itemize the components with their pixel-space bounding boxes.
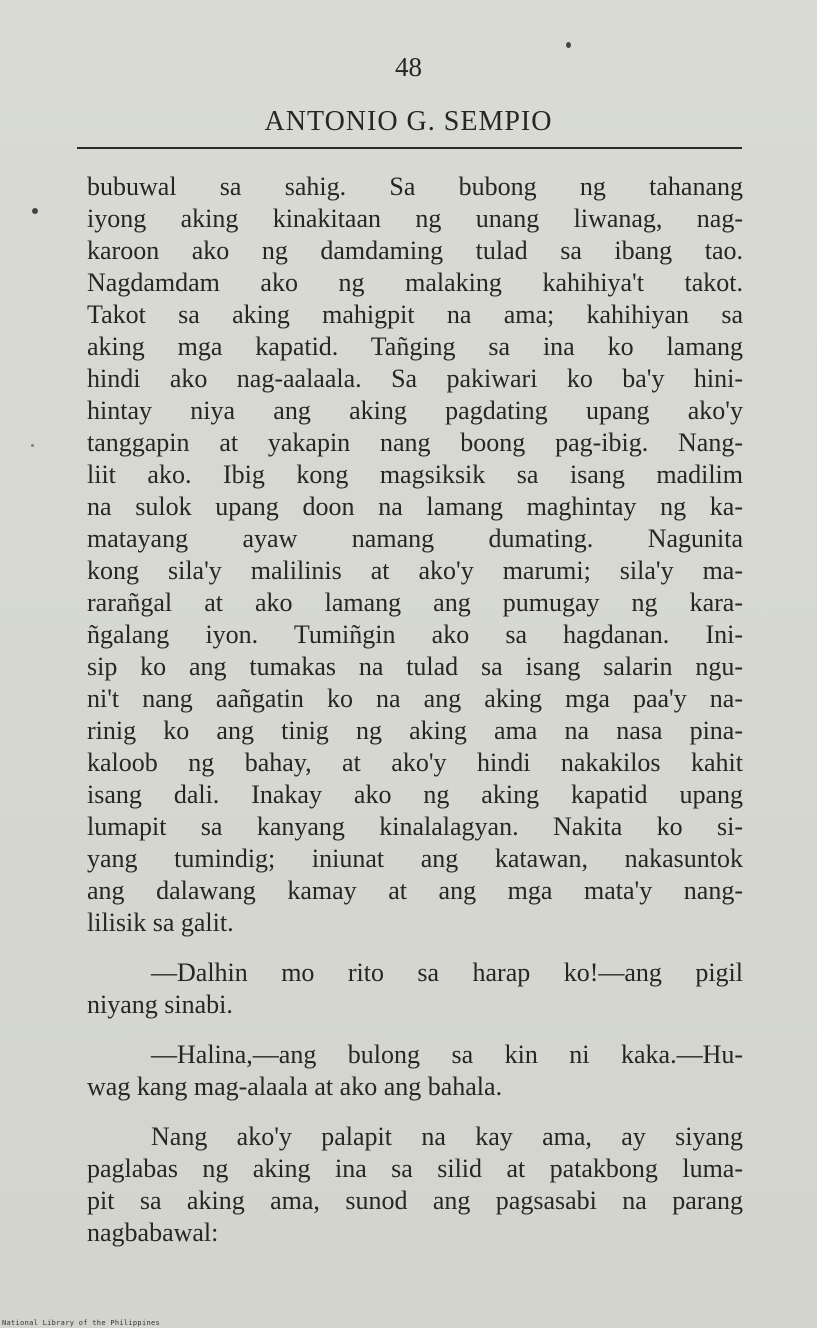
- text-line: paglabas ng aking ina sa silid at patakbong luma-: [87, 1154, 743, 1183]
- text-line: yang tumindig; iniunat ang katawan, nakasuntok: [87, 844, 743, 873]
- text-line: kong sila'y malilinis at ako'y marumi; sila'y ma-: [87, 556, 743, 585]
- paragraph-2: [87, 957, 743, 1021]
- body-text: [87, 171, 743, 1249]
- paragraph-gap: [87, 1103, 743, 1121]
- text-line: aking mga kapatid. Tañging sa ina ko lamang: [87, 332, 743, 361]
- text-line: —Dalhin mo rito sa harap ko!—ang pigil: [151, 958, 743, 987]
- text-line: ni't nang aañgatin ko na ang aking mga paa'y na-: [87, 684, 743, 713]
- ink-speck: [31, 444, 34, 447]
- text-line: liit ako. Ibig kong magsiksik sa isang madilim: [87, 460, 743, 489]
- paragraph-gap: [87, 939, 743, 957]
- text-line: rarañgal at ako lamang ang pumugay ng kara-: [87, 588, 743, 617]
- text-line: Takot sa aking mahigpit na ama; kahihiyan sa: [87, 300, 743, 329]
- text-line: iyong aking kinakitaan ng unang liwanag, nag-: [87, 204, 743, 233]
- ink-speck: [32, 208, 38, 214]
- text-line: isang dali. Inakay ako ng aking kapatid upang: [87, 780, 743, 809]
- library-credit: National Library of the Philippines: [2, 1319, 161, 1327]
- running-head: ANTONIO G. SEMPIO: [264, 106, 553, 137]
- text-line: lilisik sa galit.: [87, 908, 234, 937]
- text-line: ñgalang iyon. Tumiñgin ako sa hagdanan. Ini-: [87, 620, 743, 649]
- page-number: 48: [395, 52, 422, 82]
- paragraph-4: [87, 1121, 743, 1249]
- text-line: tanggapin at yakapin nang boong pag-ibig. Nang-: [87, 428, 743, 457]
- ink-speck: [566, 42, 571, 48]
- text-line: —Halina,—ang bulong sa kin ni kaka.—Hu-: [151, 1040, 743, 1069]
- text-line: kaloob ng bahay, at ako'y hindi nakakilos kahit: [87, 748, 743, 777]
- paragraph-3: [87, 1039, 743, 1103]
- text-line: sip ko ang tumakas na tulad sa isang salarin ngu-: [87, 652, 743, 681]
- text-line: rinig ko ang tinig ng aking ama na nasa pina-: [87, 716, 743, 745]
- text-line: bubuwal sa sahig. Sa bubong ng tahanang: [87, 172, 743, 201]
- text-line: nagbabawal:: [87, 1218, 219, 1247]
- header-rule: [77, 147, 742, 149]
- text-line: matayang ayaw namang dumating. Nagunita: [87, 524, 743, 553]
- text-line: pit sa aking ama, sunod ang pagsasabi na parang: [87, 1186, 743, 1215]
- text-line: Nang ako'y palapit na kay ama, ay siyang: [151, 1122, 743, 1151]
- text-line: Nagdamdam ako ng malaking kahihiya't takot.: [87, 268, 743, 297]
- text-line: karoon ako ng damdaming tulad sa ibang tao.: [87, 236, 743, 265]
- text-line: na sulok upang doon na lamang maghintay ng ka-: [87, 492, 743, 521]
- paragraph-1: [87, 171, 743, 939]
- text-line: hindi ako nag-aalaala. Sa pakiwari ko ba'y hini-: [87, 364, 743, 393]
- text-line: hintay niya ang aking pagdating upang ako'y: [87, 396, 743, 425]
- text-line: niyang sinabi.: [87, 990, 233, 1019]
- text-line: ang dalawang kamay at ang mga mata'y nang-: [87, 876, 743, 905]
- paragraph-gap: [87, 1021, 743, 1039]
- text-line: lumapit sa kanyang kinalalagyan. Nakita ko si-: [87, 812, 743, 841]
- text-line: wag kang mag-alaala at ako ang bahala.: [87, 1072, 503, 1101]
